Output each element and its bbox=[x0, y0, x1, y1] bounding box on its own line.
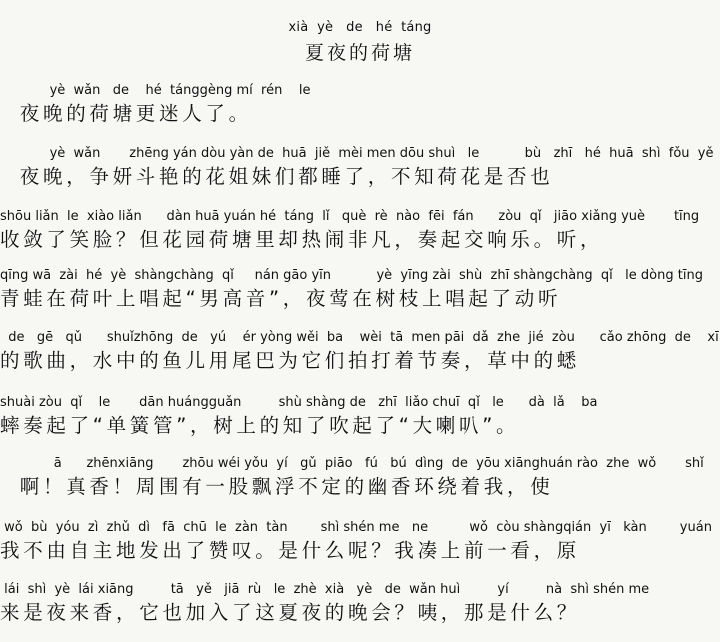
text-line bbox=[0, 456, 720, 501]
title-hanzi: 夏夜的荷塘 bbox=[304, 42, 415, 64]
line-hanzi: 的歌曲，水中的鱼儿用尾巴为它们拍打着节奏，草中的蟋 bbox=[0, 349, 581, 372]
text-line bbox=[0, 330, 720, 375]
line-pinyin: yè wǎn zhēng yán dòu yàn de huā jiě mèi men dōu shuì le bù zhī hé huā shì fǒu yě bbox=[0, 146, 714, 161]
text-line bbox=[0, 146, 720, 191]
line-pinyin: wǒ bù yóu zì zhǔ dì fā chū le zàn tàn shì shén me ne wǒ còu shàngqián yī kàn yuán bbox=[0, 520, 712, 535]
text-line bbox=[0, 268, 720, 313]
line-hanzi: 啊！真香！周围有一股飘浮不定的幽香环绕着我，使 bbox=[0, 475, 554, 498]
text-line bbox=[0, 582, 720, 627]
line-hanzi: 夜晚的荷塘更迷人了。 bbox=[0, 102, 252, 125]
line-pinyin: qīng wā zài hé yè shàngchàng qǐ nán gāo yīn yè yīng zài shù zhī shàngchàng qǐ le dòng tīng bbox=[0, 268, 703, 283]
title-pinyin: xià yè de hé táng bbox=[288, 20, 432, 35]
title-block bbox=[0, 20, 720, 66]
text-line bbox=[0, 83, 720, 128]
line-pinyin: shōu liǎn le xiào liǎn dàn huā yuán hé táng lǐ què rè nào fēi fán zòu qǐ jiāo xiǎng yuè tīng bbox=[0, 209, 700, 224]
text-line bbox=[0, 209, 720, 254]
line-hanzi: 收敛了笑脸？但花园荷塘里却热闹非凡，奏起交响乐。听， bbox=[0, 228, 604, 251]
line-pinyin: de gē qǔ shuǐzhōng de yú ér yòng wěi ba wèi tā men pāi dǎ zhe jié zòu cǎo zhōng de xī bbox=[0, 330, 719, 345]
line-pinyin: lái shì yè lái xiāng tā yě jiā rù le zhè xià yè de wǎn huì yí nà shì shén me bbox=[0, 582, 650, 597]
line-hanzi: 夜晚，争妍斗艳的花姐妹们都睡了，不知荷花是否也 bbox=[0, 165, 554, 188]
line-hanzi: 来是夜来香，它也加入了这夏夜的晚会？咦，那是什么？ bbox=[0, 601, 581, 624]
text-line bbox=[0, 520, 720, 565]
line-hanzi: 我不由自主地发出了赞叹。是什么呢？我凑上前一看，原 bbox=[0, 539, 581, 562]
line-hanzi: 蟀奏起了“单簧管”，树上的知了吹起了“大喇叭”。 bbox=[0, 414, 520, 437]
line-pinyin: ā zhēnxiāng zhōu wéi yǒu yí gǔ piāo fú bú dìng de yōu xiānghuán rào zhe wǒ shǐ bbox=[0, 456, 704, 471]
line-pinyin: yè wǎn de hé tánggèng mí rén le bbox=[0, 83, 311, 98]
line-pinyin: shuài zòu qǐ le dān huángguǎn shù shàng de zhī liǎo chuī qǐ le dà lǎ ba bbox=[0, 395, 598, 410]
text-line bbox=[0, 395, 720, 440]
line-hanzi: 青蛙在荷叶上唱起“男高音”，夜莺在树枝上唱起了动听 bbox=[0, 287, 562, 310]
